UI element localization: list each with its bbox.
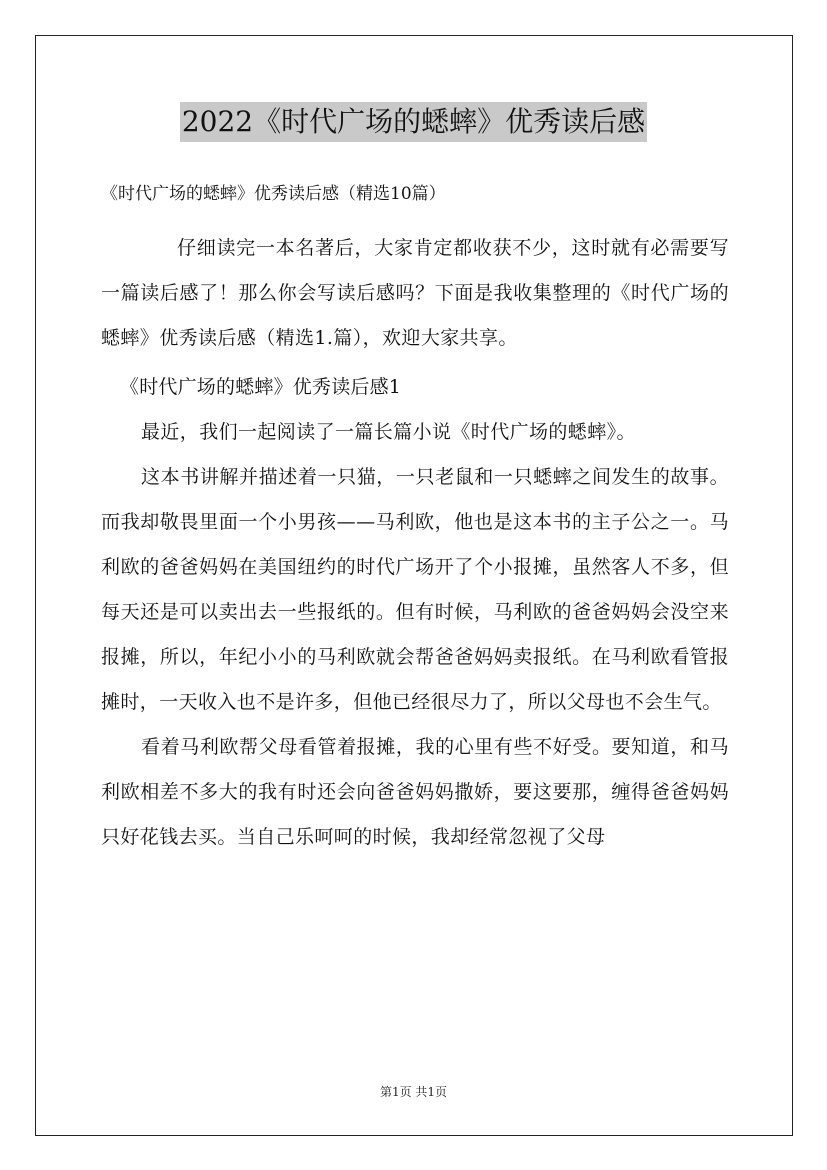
title-container <box>0 102 827 142</box>
section-heading: 《时代广场的蟋蟀》优秀读后感1 <box>120 376 402 398</box>
body-paragraph: 这本书讲解并描述着一只猫，一只老鼠和一只蟋蟀之间发生的故事。而我却敬畏里面一个小男孩——马利欧，他也是这本书的主子公之一。马利欧的爸爸妈妈在美国纽约的时代广场开了个小报摊，虽然客人不多，但每天还是可以卖出去一些报纸的。但有时候，马利欧的爸爸妈妈会没空来报摊，所以，年纪小小的马利欧就会帮爸爸妈妈卖报纸。在马利欧看管报摊时，一天收入也不是许多，但他已经很尽力了，所以父母也不会生气。 <box>101 466 729 713</box>
intro-paragraph: 仔细读完一本名著后，大家肯定都收获不少，这时就有必需要写一篇读后感了！那么你会写读后感吗？下面是我收集整理的《时代广场的蟋蟀》优秀读后感（精选1.篇），欢迎大家共享。 <box>101 237 729 349</box>
document-body <box>101 226 729 860</box>
page-footer: 第1页 共1页 <box>379 1085 448 1099</box>
document-title: 2022《时代广场的蟋蟀》优秀读后感 <box>180 102 647 142</box>
body-paragraph: 看着马利欧帮父母看管着报摊，我的心里有些不好受。要知道，和马利欧相差不多大的我有时还会向爸爸妈妈撒娇，要这要那，缠得爸爸妈妈只好花钱去买。当自己乐呵呵的时候，我却经常忽视了父母 <box>101 736 729 848</box>
document-subtitle: 《时代广场的蟋蟀》优秀读后感（精选10篇） <box>101 184 446 204</box>
body-paragraph: 最近，我们一起阅读了一篇长篇小说《时代广场的蟋蟀》。 <box>141 421 636 443</box>
